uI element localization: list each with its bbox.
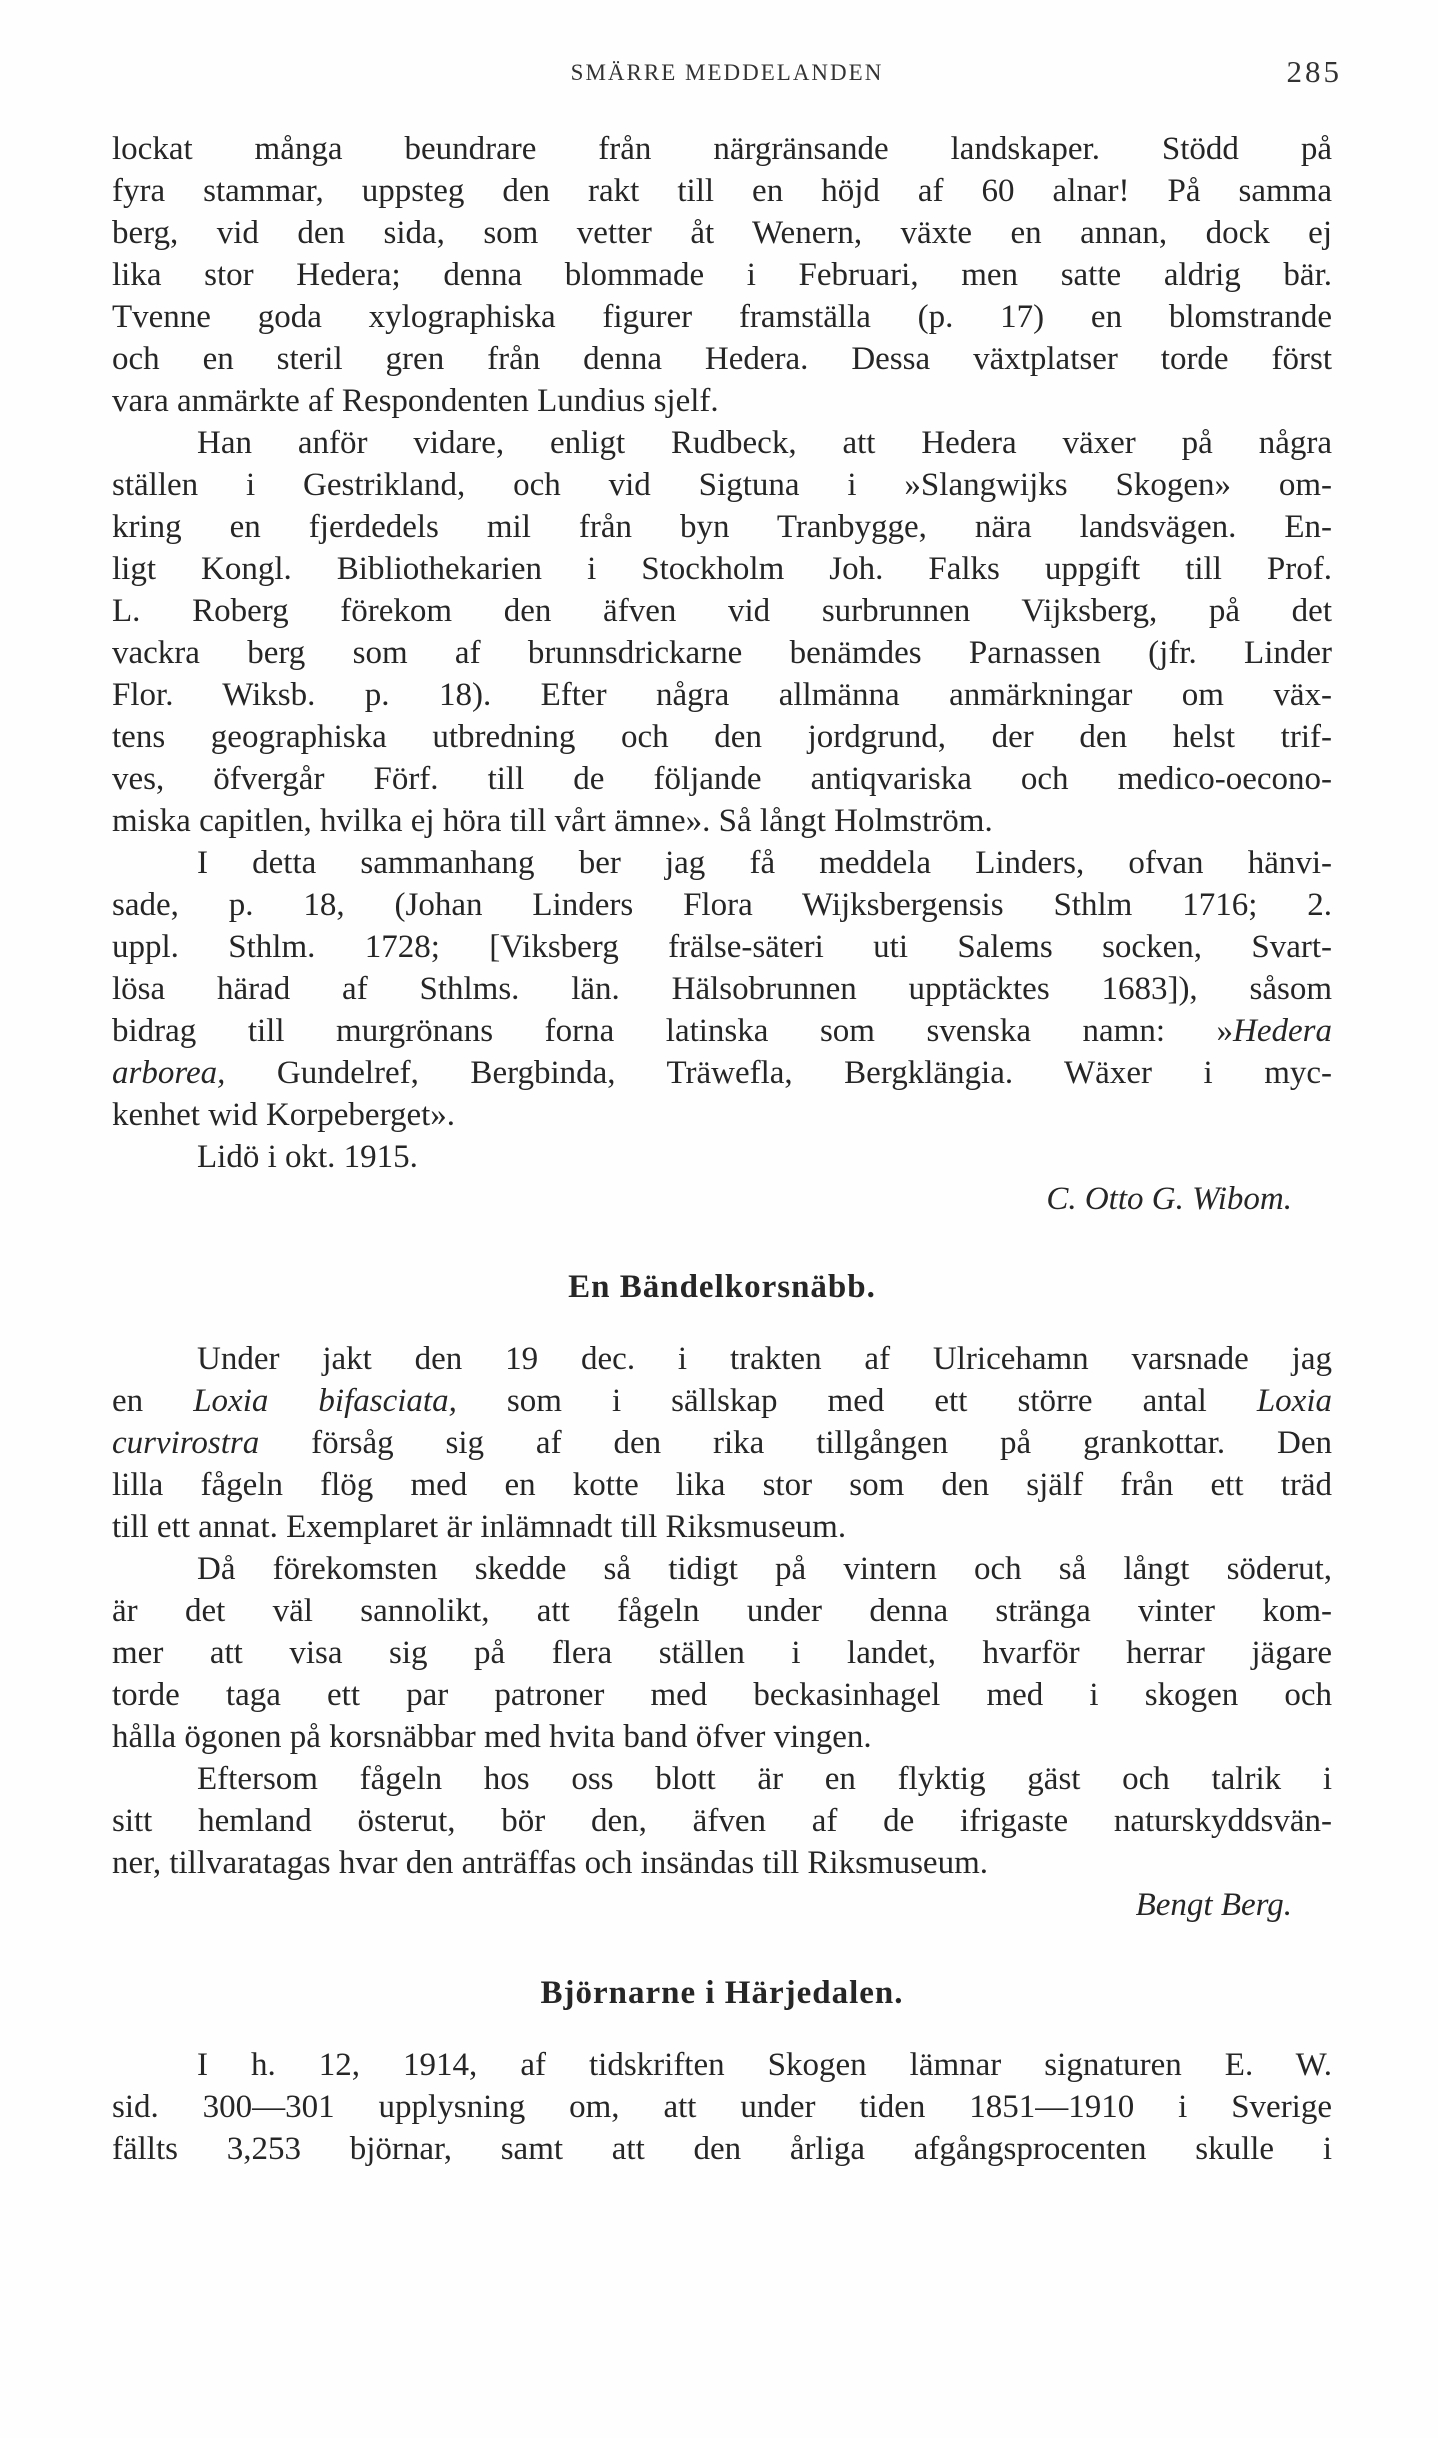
text-line xyxy=(112,1010,1332,1052)
text-line xyxy=(112,1380,1332,1422)
author-signature: Bengt Berg. xyxy=(1135,1887,1292,1923)
latin-name: curvirostra xyxy=(112,1425,260,1461)
text-line: miska capitlen, hvilka ej höra till vårt ämne». Så långt Holmström. xyxy=(112,803,993,839)
text-line: lockat många beundrare från närgränsande landskaper. Stödd på xyxy=(112,131,1332,167)
text-line: lika stor Hedera; denna blommade i Februari, men satte aldrig bär. xyxy=(112,257,1332,293)
page-number: 285 xyxy=(1286,54,1342,89)
page-header xyxy=(112,52,1342,92)
text-line: uppl. Sthlm. 1728; [Viksberg frälse-säteri uti Salems socken, Svart- xyxy=(112,929,1332,965)
text-line: ves, öfvergår Förf. till de följande antiqvariska och medico-oecono- xyxy=(112,761,1332,797)
article-bandelkorsnabb xyxy=(112,1266,1332,1926)
text-line: I h. 12, 1914, af tidskriften Skogen lämnar signaturen E. W. xyxy=(197,2047,1332,2083)
latin-name: arborea, xyxy=(112,1055,226,1091)
latin-name: Hedera xyxy=(1233,1013,1332,1049)
author-signature: C. Otto G. Wibom. xyxy=(1046,1181,1292,1217)
text-line: sid. 300—301 upplysning om, att under tiden 1851—1910 i Sverige xyxy=(112,2089,1332,2125)
latin-name: Loxia xyxy=(1256,1383,1332,1419)
text-line: sitt hemland österut, bör den, äfven af de ifrigaste naturskyddsvän- xyxy=(112,1803,1332,1839)
latin-name: Loxia bifasciata, xyxy=(193,1383,457,1419)
text-line: Flor. Wiksb. p. 18). Efter några allmänna anmärkningar om väx- xyxy=(112,677,1332,713)
text-span: försåg sig af den rika tillgången på grankottar. Den xyxy=(259,1425,1332,1461)
article-bjornarne xyxy=(112,1972,1332,2170)
text-line: lilla fågeln flög med en kotte lika stor som den själf från ett träd xyxy=(112,1467,1332,1503)
dateline: Lidö i okt. 1915. xyxy=(197,1139,418,1175)
text-span: som i sällskap med ett större antal xyxy=(456,1383,1257,1419)
text-span: bidrag till murgrönans forna latinska som svenska namn: » xyxy=(112,1013,1234,1049)
text-line: Han anför vidare, enligt Rudbeck, att Hedera växer på några xyxy=(197,425,1332,461)
text-line: mer att visa sig på flera ställen i landet, hvarför herrar jägare xyxy=(112,1635,1332,1671)
text-line: till ett annat. Exemplaret är inlämnadt till Riksmuseum. xyxy=(112,1509,847,1545)
text-line: Då förekomsten skedde så tidigt på vintern och så långt söderut, xyxy=(197,1551,1332,1587)
page-body xyxy=(112,128,1332,2170)
article-continuation xyxy=(112,128,1332,1220)
text-line: och en steril gren från denna Hedera. Dessa växtplatser torde först xyxy=(112,341,1332,377)
text-line xyxy=(112,1422,1332,1464)
article-title: En Bändelkorsnäbb. xyxy=(568,1269,876,1305)
text-line: lösa härad af Sthlms. län. Hälsobrunnen upptäcktes 1683]), såsom xyxy=(112,971,1332,1007)
text-line: Under jakt den 19 dec. i trakten af Ulricehamn varsnade jag xyxy=(197,1341,1332,1377)
text-line: tens geographiska utbredning och den jordgrund, der den helst trif- xyxy=(112,719,1332,755)
text-line: sade, p. 18, (Johan Linders Flora Wijksbergensis Sthlm 1716; 2. xyxy=(112,887,1332,923)
text-span: Gundelref, Bergbinda, Träwefla, Bergklängia. Wäxer i myc- xyxy=(225,1055,1332,1091)
text-line: I detta sammanhang ber jag få meddela Linders, ofvan hänvi- xyxy=(197,845,1332,881)
running-head: SMÄRRE MEDDELANDEN xyxy=(570,60,884,85)
article-title: Björnarne i Härjedalen. xyxy=(540,1975,904,2011)
text-line: ner, tillvaratagas hvar den anträffas och insändas till Riksmuseum. xyxy=(112,1845,988,1881)
text-line: fyra stammar, uppsteg den rakt till en höjd af 60 alnar! På samma xyxy=(112,173,1332,209)
text-line: fällts 3,253 björnar, samt att den årliga afgångsprocenten skulle i xyxy=(112,2131,1332,2167)
text-line: är det väl sannolikt, att fågeln under denna stränga vinter kom- xyxy=(112,1593,1332,1629)
text-line: berg, vid den sida, som vetter åt Wenern, växte en annan, dock ej xyxy=(112,215,1332,251)
text-line: L. Roberg förekom den äfven vid surbrunnen Vijksberg, på det xyxy=(112,593,1332,629)
text-line: vackra berg som af brunnsdrickarne benämdes Parnassen (jfr. Linder xyxy=(112,635,1332,671)
text-span: en xyxy=(112,1383,194,1419)
text-line: ligt Kongl. Bibliothekarien i Stockholm Joh. Falks uppgift till Prof. xyxy=(112,551,1332,587)
text-line: hålla ögonen på korsnäbbar med hvita band öfver vingen. xyxy=(112,1719,872,1755)
text-line xyxy=(112,1052,1332,1094)
text-line: ställen i Gestrikland, och vid Sigtuna i »Slangwijks Skogen» om- xyxy=(112,467,1332,503)
text-line: vara anmärkte af Respondenten Lundius sjelf. xyxy=(112,383,719,419)
text-line: kring en fjerdedels mil från byn Tranbygge, nära landsvägen. En- xyxy=(112,509,1332,545)
text-line: kenhet wid Korpeberget». xyxy=(112,1097,456,1133)
text-line: torde taga ett par patroner med beckasinhagel med i skogen och xyxy=(112,1677,1332,1713)
text-line: Eftersom fågeln hos oss blott är en flyktig gäst och talrik i xyxy=(197,1761,1332,1797)
text-line: Tvenne goda xylographiska figurer framställa (p. 17) en blomstrande xyxy=(112,299,1332,335)
